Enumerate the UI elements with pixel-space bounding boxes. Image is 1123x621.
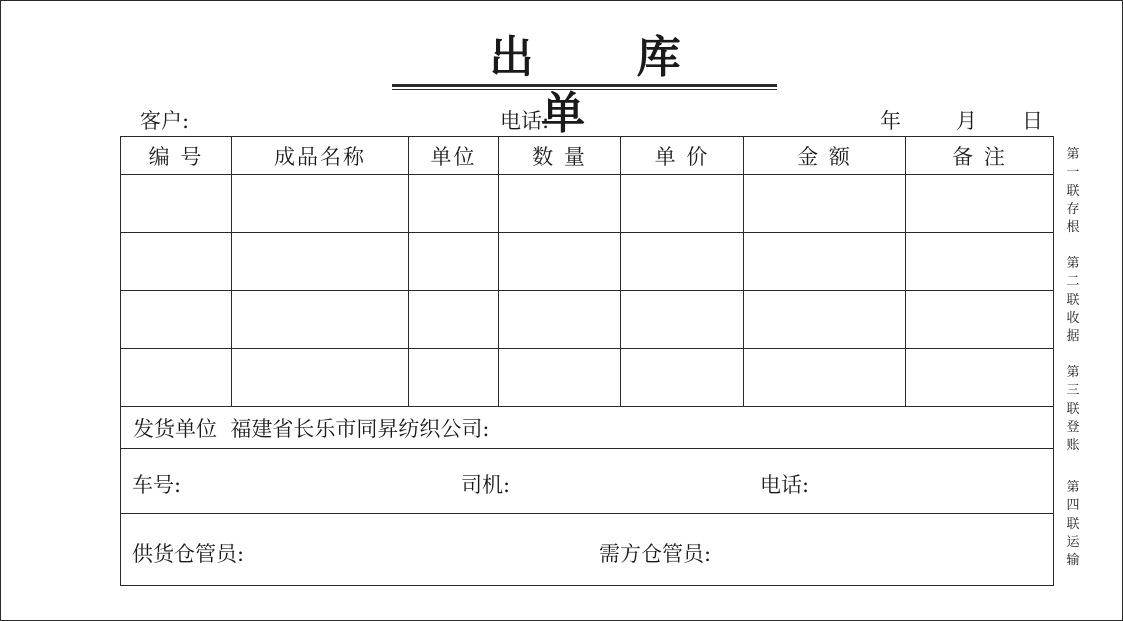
supplier-label: 发货单位 [133,416,217,441]
table-cell[interactable] [409,291,499,349]
column-header-code: 编 号 [121,137,232,175]
table-cell[interactable] [409,175,499,233]
table-cell[interactable] [232,349,409,407]
table-row [121,291,1054,349]
day-label: 日 [1022,109,1043,133]
copy-label-ledger: 第三联登账 [1066,365,1080,454]
transport-cell [121,449,1054,514]
warehouse-keeper-cell [121,514,1054,586]
table-cell[interactable] [232,175,409,233]
table-cell[interactable] [499,175,621,233]
table-header-row [121,137,1054,175]
buyer-keeper-label: 需方仓管员: [599,542,712,566]
column-header-unit: 单位 [409,137,499,175]
table-cell[interactable] [621,175,744,233]
column-header-quantity: 数 量 [499,137,621,175]
table-cell[interactable] [121,349,232,407]
table-cell[interactable] [744,349,906,407]
month-label: 月 [956,109,977,133]
year-label: 年 [880,109,901,133]
column-header-product-name: 成品名称 [232,137,409,175]
column-header-amount: 金 额 [744,137,906,175]
table-cell[interactable] [121,291,232,349]
column-header-remarks: 备 注 [906,137,1054,175]
warehouse-keeper-row [121,514,1054,586]
form-title: 出 库 单 [489,32,725,139]
copy-label-transport: 第四联运输 [1066,480,1080,569]
table-cell[interactable] [121,175,232,233]
table-cell[interactable] [121,233,232,291]
table-row [121,349,1054,407]
title-underline-thin [392,89,777,90]
table-cell[interactable] [621,349,744,407]
table-cell[interactable] [906,291,1054,349]
table-cell[interactable] [499,233,621,291]
column-header-unit-price: 单 价 [621,137,744,175]
supplier-name: 福建省长乐市同昇纺织公司: [230,416,490,441]
supplier-keeper-label: 供货仓管员: [132,542,245,566]
customer-label: 客户: [140,109,190,133]
supplier-row [121,407,1054,449]
transport-row [121,449,1054,514]
table-cell[interactable] [744,291,906,349]
vehicle-number-label: 车号: [132,473,182,497]
table-cell[interactable] [409,349,499,407]
table-cell[interactable] [744,175,906,233]
table-cell[interactable] [232,291,409,349]
copy-label-stub: 第一联存根 [1066,147,1080,236]
phone-label: 电话: [500,109,550,133]
driver-label: 司机: [461,473,511,497]
table-cell[interactable] [906,175,1054,233]
table-cell[interactable] [621,233,744,291]
table-cell[interactable] [906,349,1054,407]
table-cell[interactable] [499,349,621,407]
table-cell[interactable] [906,233,1054,291]
table-row [121,233,1054,291]
supplier-cell [121,407,1054,449]
driver-phone-label: 电话: [760,473,810,497]
title-underline-thick [392,84,777,87]
table-cell[interactable] [232,233,409,291]
copy-label-receipt: 第二联收据 [1066,256,1080,345]
table-cell[interactable] [621,291,744,349]
items-table [120,136,1054,586]
table-cell[interactable] [499,291,621,349]
table-row [121,175,1054,233]
table-cell[interactable] [744,233,906,291]
table-cell[interactable] [409,233,499,291]
